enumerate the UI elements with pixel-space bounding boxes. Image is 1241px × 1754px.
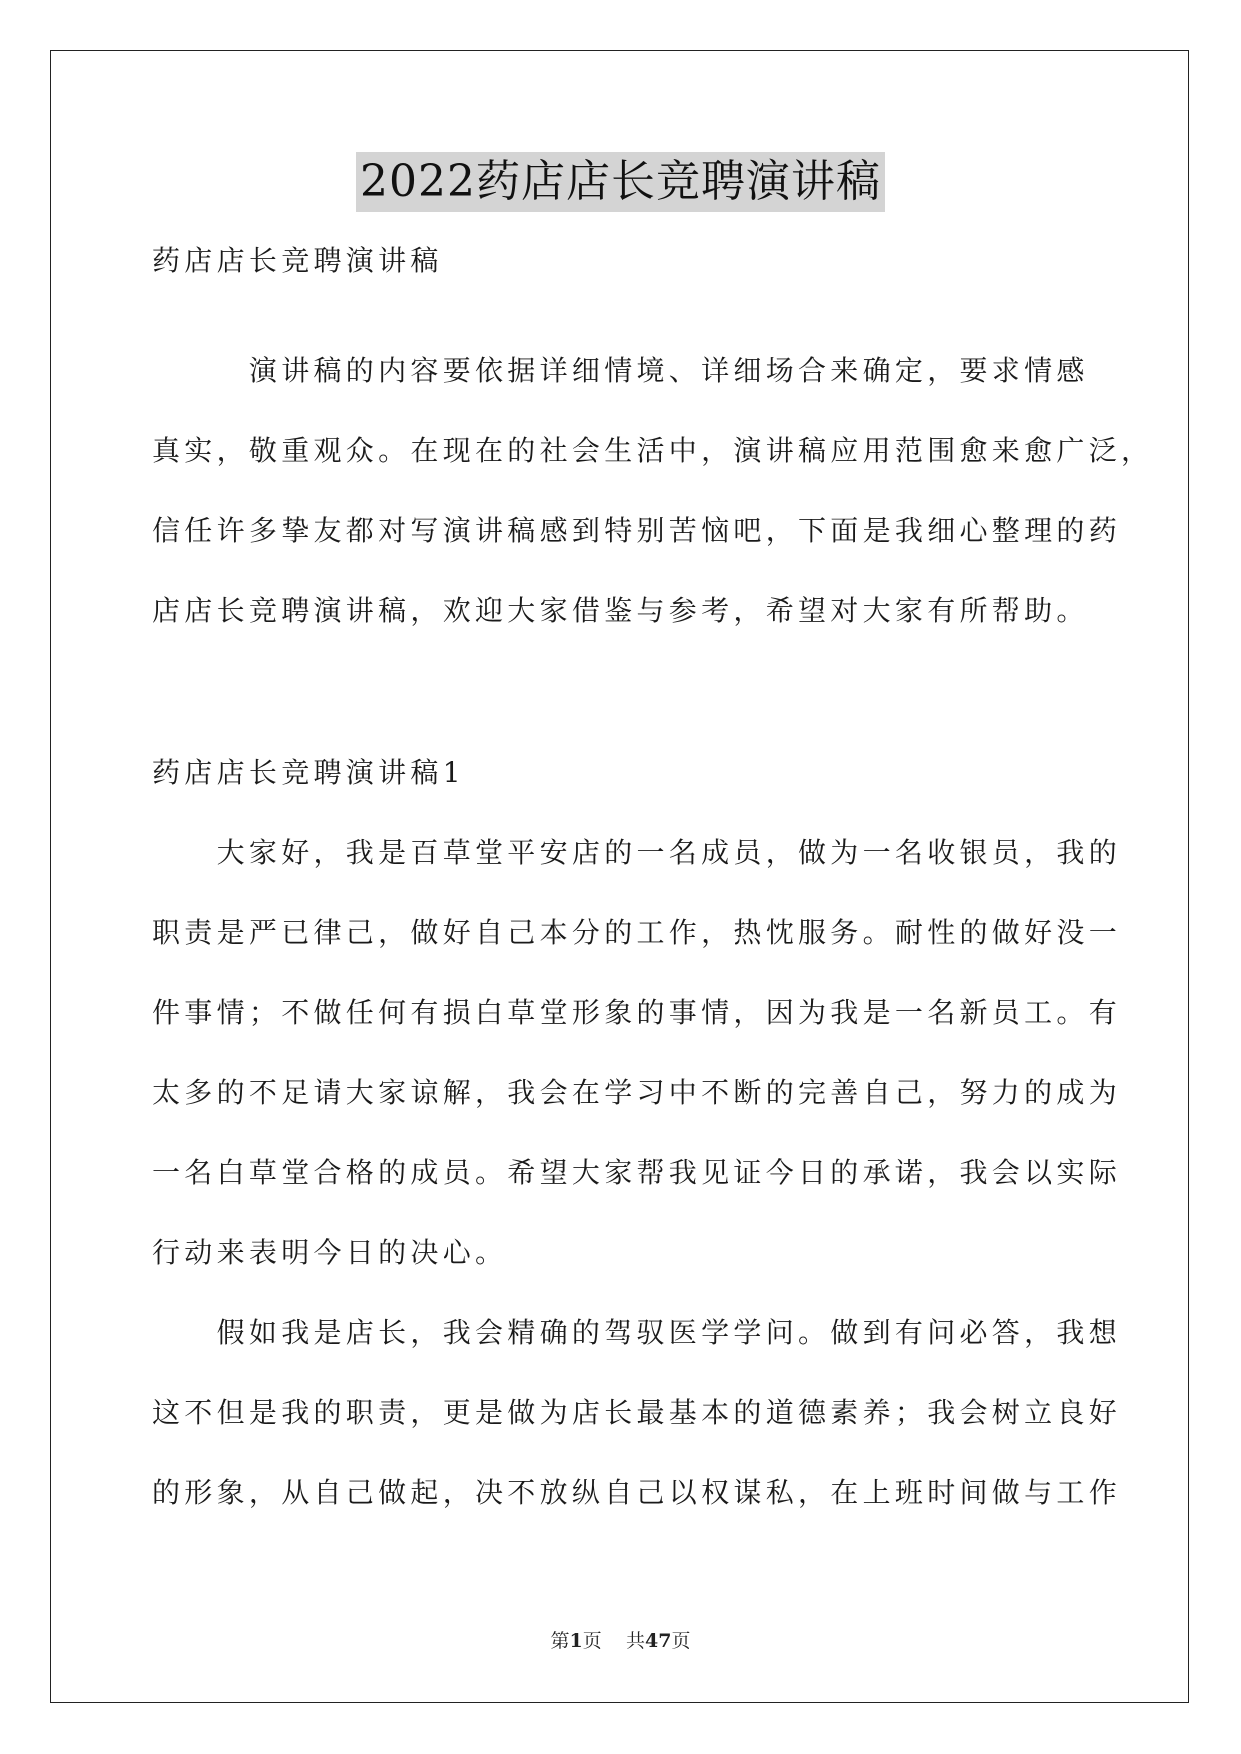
page-border [50, 50, 1189, 1703]
paragraph-line: 的形象，从自己做起，决不放纵自己以权谋私，在上班时间做与工作 [152, 1476, 1122, 1509]
paragraph-line: 这不但是我的职责，更是做为店长最基本的道德素养；我会树立良好 [152, 1396, 1122, 1429]
paragraph-line: 大家好，我是百草堂平安店的一名成员，做为一名收银员，我的 [152, 836, 1122, 869]
total-label-suffix: 页 [671, 1630, 691, 1652]
paragraph-line: 店店长竞聘演讲稿，欢迎大家借鉴与参考，希望对大家有所帮助。 [152, 594, 1089, 627]
paragraph-line: 信任许多挚友都对写演讲稿感到特别苦恼吧，下面是我细心整理的药 [152, 514, 1122, 547]
page-label-prefix: 第 [550, 1630, 570, 1652]
total-pages: 47 [644, 1630, 672, 1652]
page-label-suffix: 页 [582, 1630, 602, 1652]
paragraph-line: 件事情；不做任何有损白草堂形象的事情，因为我是一名新员工。有 [152, 996, 1122, 1029]
paragraph-line: 职责是严已律己，做好自己本分的工作，热忱服务。耐性的做好没一 [152, 916, 1122, 949]
paragraph-line: 演讲稿的内容要依据详细情境、详细场合来确定，要求情感 [152, 354, 1089, 387]
document-title: 2022药店店长竞聘演讲稿 [356, 152, 885, 212]
paragraph-line: 假如我是店长，我会精确的驾驭医学学问。做到有问必答，我想 [152, 1316, 1122, 1349]
section-heading: 药店店长竞聘演讲稿 [152, 244, 443, 277]
section-heading: 药店店长竞聘演讲稿1 [152, 756, 465, 789]
title-container [0, 152, 1241, 212]
paragraph-line: 一名白草堂合格的成员。希望大家帮我见证今日的承诺，我会以实际 [152, 1156, 1122, 1189]
page-number: 1 [569, 1630, 583, 1652]
paragraph-line: 行动来表明今日的决心。 [152, 1236, 508, 1269]
paragraph-line: 真实，敬重观众。在现在的社会生活中，演讲稿应用范围愈来愈广泛， [152, 434, 1154, 467]
paragraph-line: 太多的不足请大家谅解，我会在学习中不断的完善自己，努力的成为 [152, 1076, 1122, 1109]
total-label-prefix: 共 [625, 1630, 645, 1652]
page-footer [0, 1626, 1241, 1653]
